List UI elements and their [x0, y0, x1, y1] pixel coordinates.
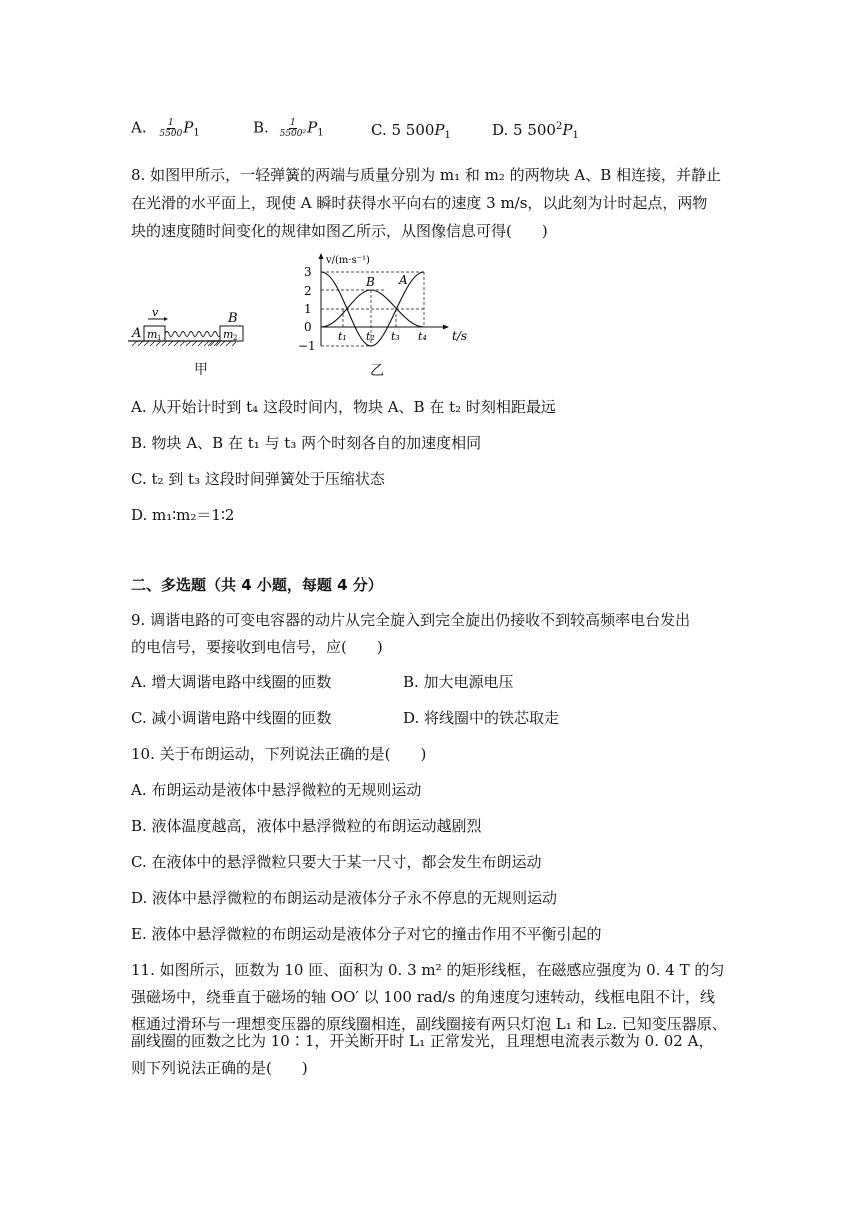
y-tick-1: 1	[304, 302, 312, 316]
m2-label: m	[223, 328, 234, 341]
ground-extension	[208, 340, 248, 348]
q7-option-c: C. 5 $500P_1$	[371, 121, 451, 141]
y-tick-3: 3	[304, 265, 312, 279]
q9-stem-line-1: 9. 调谐电路的可变电容器的动片从完全旋入到完全旋出仍接收不到较高频率电台发出	[131, 611, 691, 629]
q7-option-b: B. $\frac{1}{\text{5500²}}$ $P_1$	[253, 118, 324, 139]
x-tick-t2: t₂	[366, 330, 375, 343]
q9-option-d: D. 将线圈中的铁芯取走	[403, 709, 560, 727]
ground-hatching	[132, 341, 220, 346]
m1-label: m	[147, 328, 158, 341]
y-arrow-icon	[319, 253, 324, 259]
m2-sub: 2	[233, 334, 238, 342]
q8-option-c: C. t₂ 到 t₃ 这段时间弹簧处于压缩状态	[131, 470, 385, 488]
fraction: $\frac{1}{5500}$	[159, 118, 183, 139]
y-axis-label: v/(m·s⁻¹)	[326, 255, 370, 266]
figure-caption-jia: 甲	[194, 362, 208, 378]
q8-option-d: D. m₁∶m₂＝1∶2	[131, 506, 235, 524]
q9-option-a: A. 增大调谐电路中线圈的匝数	[131, 673, 332, 691]
q8-option-b: B. 物块 A、B 在 t₁ 与 t₃ 两个时刻各自的加速度相同	[131, 434, 482, 452]
y-tick-neg1: −1	[298, 339, 316, 353]
curve-label-a: A	[399, 273, 408, 287]
block-m2-group	[208, 310, 244, 342]
q11-stem-line-5: 则下列说法正确的是( )	[131, 1059, 308, 1077]
q9-option-c: C. 减小调谐电路中线圈的匝数	[131, 709, 332, 727]
q11-stem-line-1: 11. 如图所示，匝数为 10 匝、面积为 0. 3 m² 的矩形线框，在磁感应强度为 0. 4 T 的匀	[131, 961, 725, 979]
q10-option-a: A. 布朗运动是液体中悬浮微粒的无规则运动	[131, 781, 422, 799]
q10-option-d: D. 液体中悬浮微粒的布朗运动是液体分子永不停息的无规则运动	[131, 889, 558, 907]
q9-stem-line-2: 的电信号，要接收到电信号，应( )	[131, 638, 383, 656]
block-b-label: B	[228, 311, 238, 326]
block-a-label: A	[132, 326, 142, 341]
q10-option-c: C. 在液体中的悬浮微粒只要大于某一尺寸，都会发生布朗运动	[131, 853, 542, 871]
figure-caption-yi: 乙	[370, 363, 384, 379]
arrow-head-icon	[164, 317, 168, 321]
x-axis-label: t/s	[452, 329, 468, 343]
x-arrow-icon	[443, 325, 449, 330]
section-heading: 二、多选题（共 4 小题，每题 4 分）	[131, 576, 383, 594]
q7-options	[131, 116, 731, 140]
q10-stem: 10. 关于布朗运动，下列说法正确的是( )	[131, 745, 427, 763]
m1-sub: 1	[157, 334, 162, 342]
q9-option-b: B. 加大电源电压	[403, 673, 514, 691]
q7-option-d: D. 5 $500^2P_1$	[492, 121, 579, 141]
q8-option-a: A. 从开始计时到 t₄ 这段时间内，物块 A、B 在 t₂ 时刻相距最远	[131, 398, 556, 416]
q8-stem-line-3: 块的速度随时间变化的规律如图乙所示，从图像信息可得( )	[131, 222, 548, 240]
y-tick-2: 2	[304, 284, 312, 298]
fraction: $\frac{1}{\text{5500²}}$	[279, 118, 307, 139]
x-tick-t4: t₄	[418, 330, 427, 343]
x-tick-t3: t₃	[391, 330, 400, 343]
x-tick-t1: t₁	[338, 330, 347, 343]
q8-stem-line-1: 8. 如图甲所示，一轻弹簧的两端与质量分别为 m₁ 和 m₂ 的两物块 A、B 相连接，并静止	[131, 166, 722, 184]
q11-stem-line-3: 框通过滑环与一理想变压器的原线圈相连，副线圈接有两只灯泡 L₁ 和 L₂. 已知变压器原、	[131, 1015, 727, 1033]
q8-stem-line-2: 在光滑的水平面上，现使 A 瞬时获得水平向右的速度 3 m/s，以此刻为计时起点，两物	[131, 194, 708, 212]
y-tick-0: 0	[304, 320, 312, 334]
figure-vt-graph	[296, 250, 486, 380]
curve-b	[321, 290, 424, 327]
q10-option-b: B. 液体温度越高，液体中悬浮微粒的布朗运动越剧烈	[131, 817, 482, 835]
curve-label-b: B	[366, 275, 375, 289]
velocity-label: v	[152, 306, 159, 319]
q7-option-a: A. $\frac{1}{5500}$ $P_1$	[131, 118, 200, 139]
q10-option-e: E. 液体中悬浮微粒的布朗运动是液体分子对它的撞击作用不平衡引起的	[131, 925, 602, 943]
q11-stem-line-4: 副线圈的匝数之比为 10∶1，开关断开时 L₁ 正常发光，且理想电流表示数为 0. 02 A，	[131, 1032, 714, 1050]
q11-stem-line-2: 强磁场中，绕垂直于磁场的轴 OO′ 以 100 rad/s 的角速度匀速转动，线框电阻不计，线	[131, 988, 715, 1006]
